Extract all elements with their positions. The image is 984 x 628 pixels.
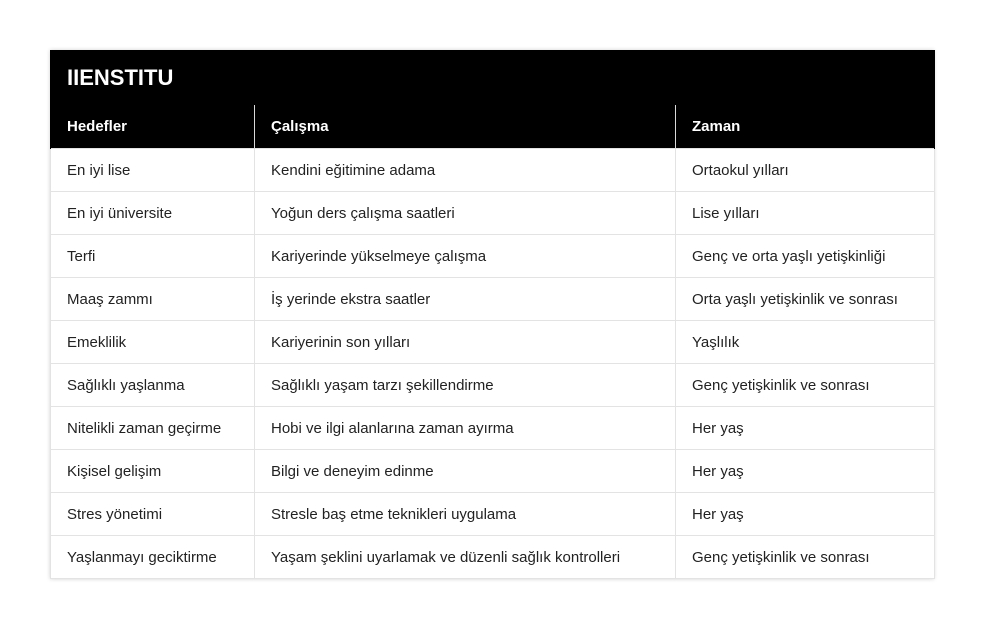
cell-calisma: Yaşam şeklini uyarlamak ve düzenli sağlık kontrolleri xyxy=(255,536,676,579)
table-row xyxy=(51,450,935,493)
cell-calisma: Stresle baş etme teknikleri uygulama xyxy=(255,493,676,536)
table-row xyxy=(51,321,935,364)
table-row xyxy=(51,364,935,407)
column-header-hedefler: Hedefler xyxy=(51,105,255,149)
goals-table-card xyxy=(50,50,934,579)
cell-hedef: Maaş zammı xyxy=(51,278,255,321)
cell-calisma: Kariyerinin son yılları xyxy=(255,321,676,364)
cell-hedef: Yaşlanmayı geciktirme xyxy=(51,536,255,579)
cell-zaman: Genç yetişkinlik ve sonrası xyxy=(676,536,935,579)
cell-hedef: Sağlıklı yaşlanma xyxy=(51,364,255,407)
cell-hedef: Stres yönetimi xyxy=(51,493,255,536)
cell-zaman: Yaşlılık xyxy=(676,321,935,364)
cell-zaman: Her yaş xyxy=(676,450,935,493)
table-row xyxy=(51,407,935,450)
cell-calisma: Kariyerinde yükselmeye çalışma xyxy=(255,235,676,278)
table-row xyxy=(51,149,935,192)
cell-hedef: En iyi lise xyxy=(51,149,255,192)
cell-zaman: Genç yetişkinlik ve sonrası xyxy=(676,364,935,407)
cell-hedef: Kişisel gelişim xyxy=(51,450,255,493)
table-row xyxy=(51,536,935,579)
cell-zaman: Ortaokul yılları xyxy=(676,149,935,192)
brand-title: IIENSTITU xyxy=(51,51,935,105)
cell-zaman: Orta yaşlı yetişkinlik ve sonrası xyxy=(676,278,935,321)
cell-calisma: İş yerinde ekstra saatler xyxy=(255,278,676,321)
cell-calisma: Hobi ve ilgi alanlarına zaman ayırma xyxy=(255,407,676,450)
column-header-zaman: Zaman xyxy=(676,105,935,149)
cell-zaman: Genç ve orta yaşlı yetişkinliği xyxy=(676,235,935,278)
cell-zaman: Her yaş xyxy=(676,493,935,536)
cell-calisma: Yoğun ders çalışma saatleri xyxy=(255,192,676,235)
brand-row xyxy=(51,51,935,105)
table-row xyxy=(51,493,935,536)
cell-zaman: Her yaş xyxy=(676,407,935,450)
table-row xyxy=(51,278,935,321)
cell-zaman: Lise yılları xyxy=(676,192,935,235)
table-row xyxy=(51,192,935,235)
cell-hedef: Emeklilik xyxy=(51,321,255,364)
cell-hedef: Terfi xyxy=(51,235,255,278)
cell-hedef: Nitelikli zaman geçirme xyxy=(51,407,255,450)
cell-calisma: Kendini eğitimine adama xyxy=(255,149,676,192)
column-header-calisma: Çalışma xyxy=(255,105,676,149)
header-row xyxy=(51,105,935,149)
goals-table xyxy=(50,50,935,579)
cell-hedef: En iyi üniversite xyxy=(51,192,255,235)
table-row xyxy=(51,235,935,278)
cell-calisma: Sağlıklı yaşam tarzı şekillendirme xyxy=(255,364,676,407)
cell-calisma: Bilgi ve deneyim edinme xyxy=(255,450,676,493)
